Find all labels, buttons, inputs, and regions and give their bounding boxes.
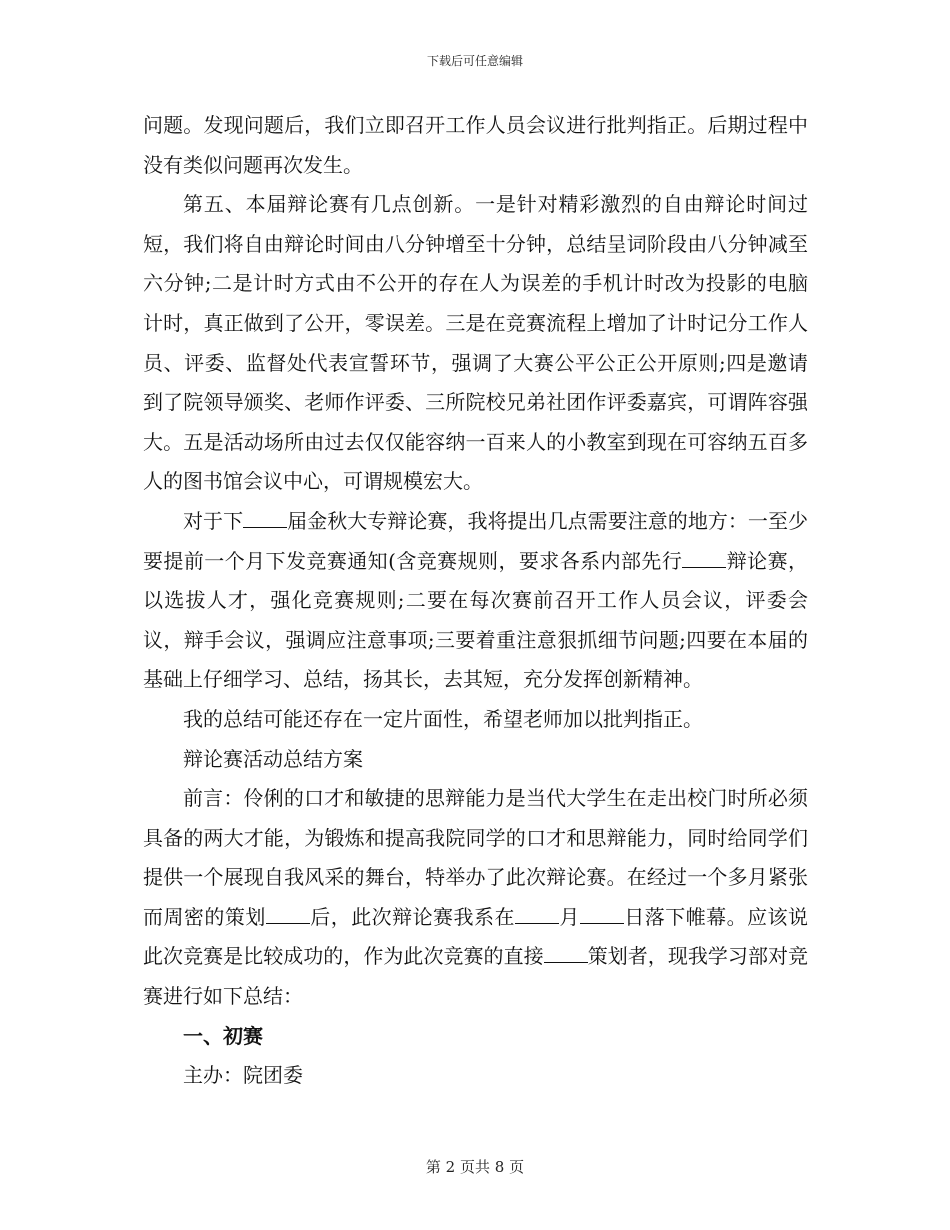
paragraph-preface bbox=[143, 779, 808, 1017]
blank-underline bbox=[580, 902, 624, 924]
blank-underline bbox=[682, 546, 726, 568]
text-run: 对于下 bbox=[183, 508, 244, 533]
document-body bbox=[143, 106, 808, 1096]
text-run: 前言：伶俐的口才和敏捷的思辩能力是当代大学生在走出校门时所必须具备的两大才能，为锻炼和提高我院同学的口才和思辩能力，同时给同学们提供一个展现自我风采的舞台，特举办了此次辩论赛。在经过一个多月紧张而周密的策划 bbox=[143, 786, 808, 929]
page-header: 下载后可任意编辑 bbox=[426, 54, 523, 68]
paragraph-organizer: 主办：院团委 bbox=[183, 1063, 303, 1088]
text-run: 月 bbox=[558, 904, 580, 929]
paragraph-suggestions bbox=[143, 502, 808, 700]
blank-underline bbox=[266, 902, 310, 924]
heading-preliminary: 一、初赛 bbox=[183, 1023, 263, 1048]
text-run: 后，此次辩论赛我系在 bbox=[309, 904, 515, 929]
paragraph-continuation: 问题。发现问题后，我们立即召开工作人员会议进行批判指正。后期过程中没有类似问题再次发生。 bbox=[143, 113, 808, 177]
blank-underline bbox=[544, 941, 588, 963]
text-run: 策划者，现我学习部对竞赛进行如下总结： bbox=[143, 944, 809, 1009]
paragraph-innovations: 第五、本届辩论赛有几点创新。一是针对精彩激烈的自由辩论时间过短，我们将自由辩论时间由八分钟增至十分钟，总结呈词阶段由八分钟减至六分钟;二是计时方式由不公开的存在人为误差的手机计时改为投影的电脑计时，真正做到了公开，零误差。三是在竞赛流程上增加了计时记分工作人员、评委、监督处代表宣誓环节，强调了大赛公平公正公开原则;四是邀请到了院领导颁奖、老师作评委、三所院校兄弟社团作评委嘉宾，可谓阵容强大。五是活动场所由过去仅仅能容纳一百来人的小教室到现在可容纳五百多人的图书馆会议中心，可谓规模宏大。 bbox=[143, 192, 808, 494]
blank-underline bbox=[515, 902, 559, 924]
text-run: 日落下帷幕。应该说此次竞赛是比较成功的，作为此次竞赛的直接 bbox=[143, 904, 809, 969]
paragraph-closing: 我的总结可能还存在一定片面性，希望老师加以批判指正。 bbox=[183, 706, 703, 731]
text-run: 辩论赛，以选拔人才，强化竞赛规则;二要在每次赛前召开工作人员会议，评委会议，辩手会议，强调应注意事项;三要着重注意狠抓细节问题;四要在本届的基础上仔细学习、总结，扬其长，去其短，充分发挥创新精神。 bbox=[143, 548, 808, 692]
section-title: 辩论赛活动总结方案 bbox=[183, 746, 363, 771]
page-footer: 第 2 页共 8 页 bbox=[425, 1158, 525, 1176]
text-run: 届金秋大专辩论赛，我将提出几点需要注意的地方：一至少要提前一个月下发竞赛通知(含竞赛规则，要求各系内部先行 bbox=[143, 508, 809, 573]
blank-underline bbox=[243, 506, 287, 528]
